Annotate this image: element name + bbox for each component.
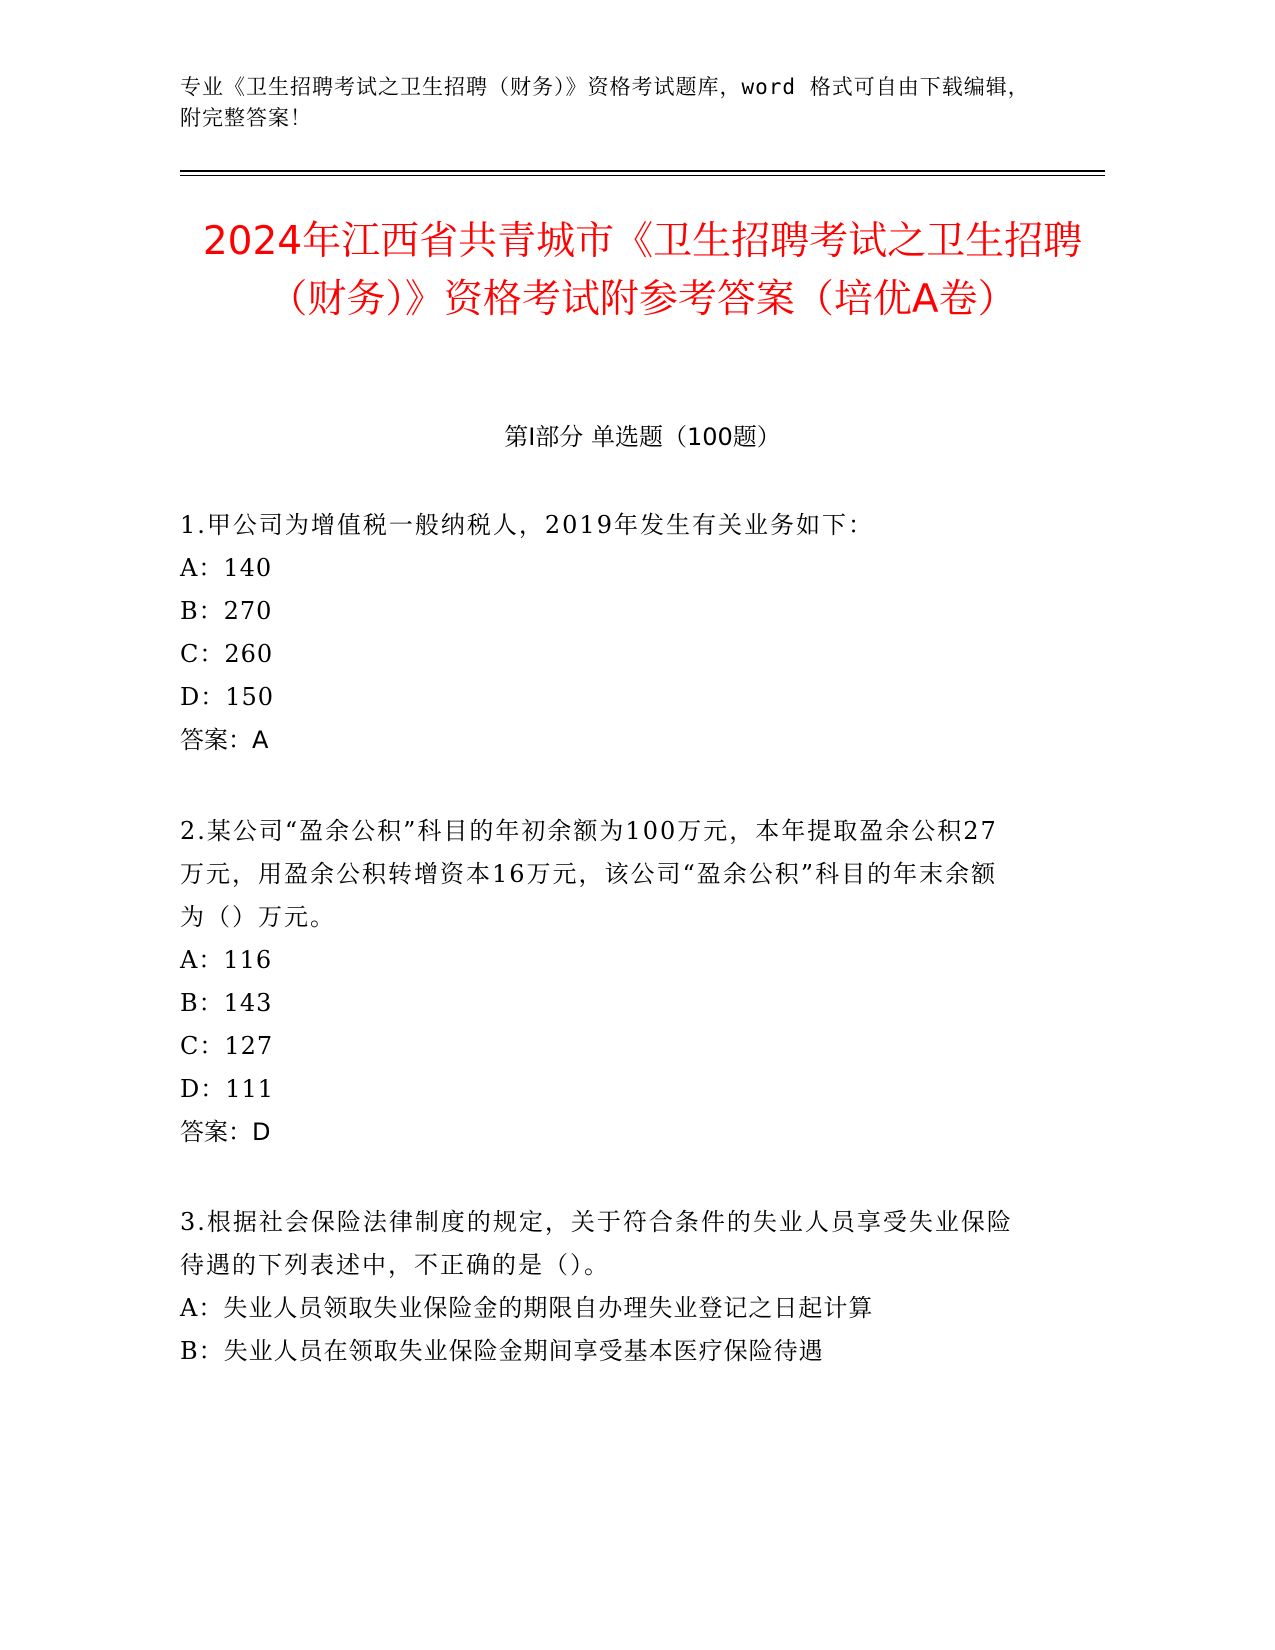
option-b: B：失业人员在领取失业保险金期间享受基本医疗保险待遇	[180, 1337, 824, 1365]
question-1	[180, 504, 1020, 762]
question-2	[180, 810, 1020, 1154]
question-stem: 3.根据社会保险法律制度的规定，关于符合条件的失业人员享受失业保险待遇的下列表述中，不正确的是（）。	[180, 1208, 1013, 1279]
section-title: 第Ⅰ部分 单选题（100题）	[504, 423, 781, 451]
option-c: C：260	[180, 640, 274, 668]
question-stem: 2.某公司“盈余公积”科目的年初余额为100万元，本年提取盈余公积27万元，用盈余公积转增资本16万元，该公司“盈余公积”科目的年末余额为（）万元。	[180, 817, 998, 931]
option-a: A：140	[180, 554, 273, 582]
document-title: 2024年江西省共青城市《卫生招聘考试之卫生招聘（财务）》资格考试附参考答案（培优A卷）	[202, 219, 1083, 322]
question-stem: 1.甲公司为增值税一般纳税人，2019年发生有关业务如下：	[180, 511, 874, 539]
answer: 答案：A	[180, 726, 269, 754]
option-a: A：失业人员领取失业保险金的期限自办理失业登记之日起计算	[180, 1294, 874, 1322]
option-b: B：143	[180, 989, 273, 1017]
question-3	[180, 1201, 1020, 1373]
option-d: D：111	[180, 1075, 275, 1103]
option-c: C：127	[180, 1032, 274, 1060]
answer: 答案：D	[180, 1118, 271, 1146]
header-divider-thin	[180, 175, 1105, 176]
option-d: D：150	[180, 683, 275, 711]
header-note: 专业《卫生招聘考试之卫生招聘（财务）》资格考试题库，word 格式可自由下载编辑，附完整答案！	[180, 75, 1030, 130]
option-b: B：270	[180, 597, 273, 625]
option-a: A：116	[180, 946, 273, 974]
header-divider-thick	[180, 170, 1105, 172]
